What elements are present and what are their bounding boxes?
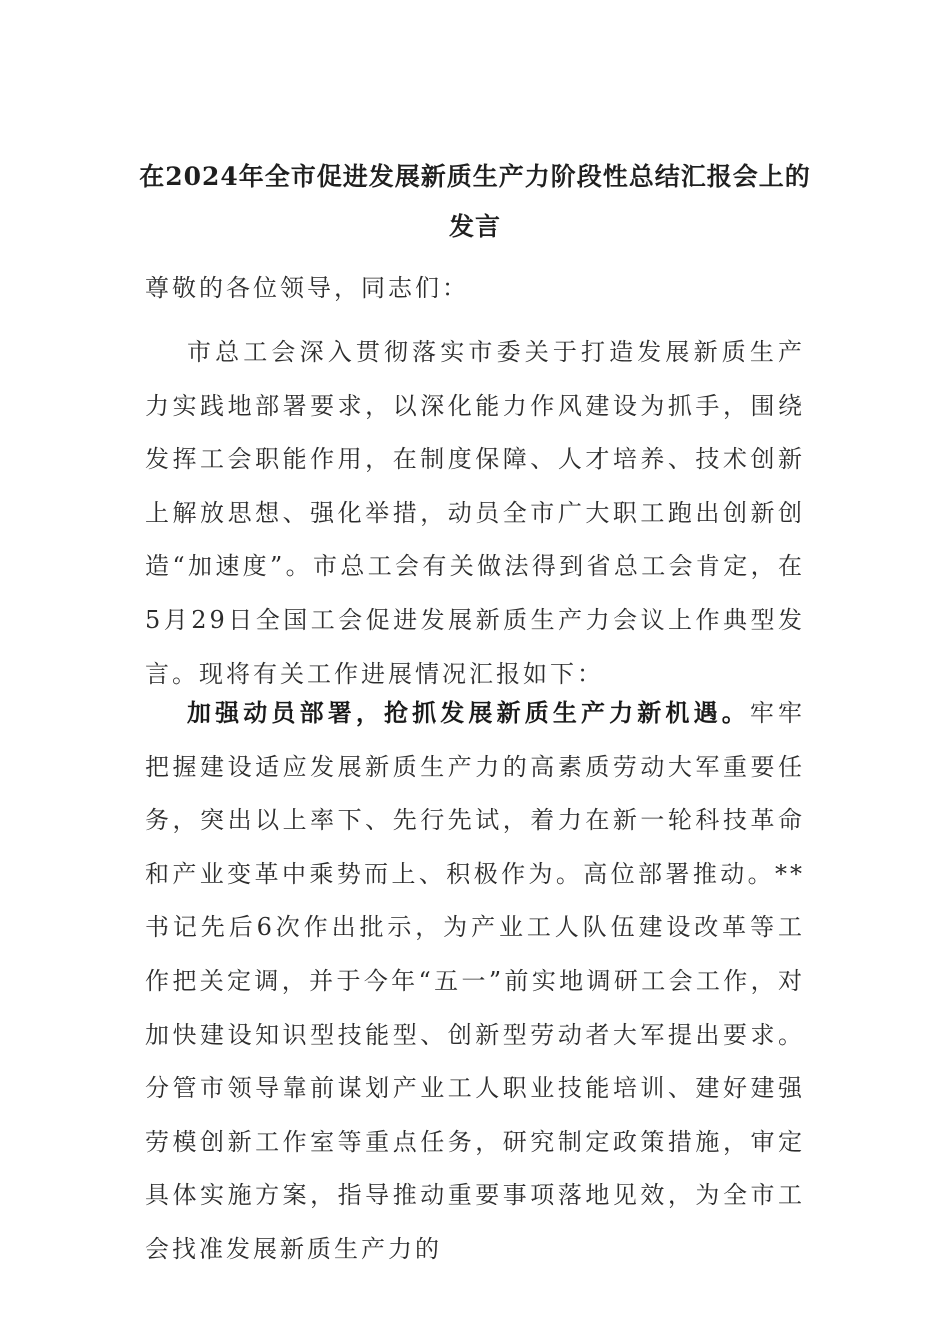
paragraph-mobilization bbox=[145, 686, 805, 1277]
paragraph-body-text: 牢牢把握建设适应发展新质生产力的高素质劳动大军重要任务，突出以上率下、先行先试，着力在新一轮科技革命和产业变革中乘势而上、积极作为。高位部署推动。**书记先后6次作出批示，为产业工人队伍建设改革等工作把关定调，并于今年“五一”前实地调研工会工作，对加快建设知识型技能型、创新型劳动者大军提出要求。分管市领导靠前谋划产业工人职业技能培训、建好建强劳模创新工作室等重点任务，研究制定政策措施，审定具体实施方案，指导推动重要事项落地见效，为全市工会找准发展新质生产力的 bbox=[145, 699, 806, 1263]
paragraph-intro: 市总工会深入贯彻落实市委关于打造发展新质生产力实践地部署要求，以深化能力作风建设为抓手，围绕发挥工会职能作用，在制度保障、人才培养、技术创新上解放思想、强化举措，动员全市广大职工跑出创新创造“加速度”。市总工会有关做法得到省总工会肯定，在5月29日全国工会促进发展新质生产力会议上作典型发言。现将有关工作进展情况汇报如下： bbox=[145, 338, 805, 688]
salutation: 尊敬的各位领导，同志们： bbox=[145, 274, 469, 302]
document-title-line-2: 发言 bbox=[448, 212, 501, 241]
document-title-line-1: 在2024年全市促进发展新质生产力阶段性总结汇报会上的 bbox=[139, 162, 811, 191]
paragraph-lead-heading: 加强动员部署，抢抓发展新质生产力新机遇。 bbox=[187, 698, 750, 727]
